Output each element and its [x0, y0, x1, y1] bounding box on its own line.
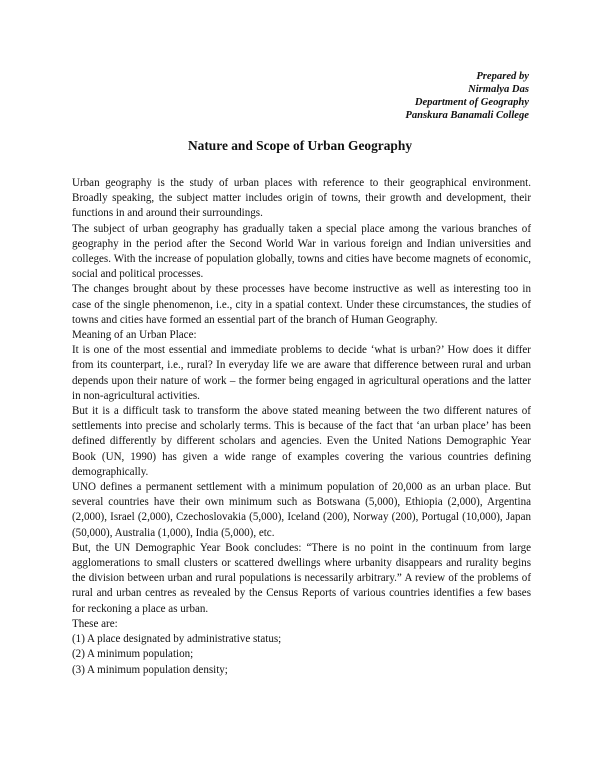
paragraph-un-yearbook: But, the UN Demographic Year Book concludes: “There is no point in the continuum from large agglomerations to small clusters or scattered dwellings where urbanity disappears and rurality begins the division between urban and rural populations is necessarily arbitrary.” A review of the problems of rural and urban centres as revealed by the Census Reports of various countries identifies a few bases for reckoning a place as urban.: [72, 541, 531, 615]
author-college: Panskura Banamali College: [405, 110, 529, 121]
paragraph-uno-definition: UNO defines a permanent settlement with a minimum population of 20,000 as an urban place. But several countries have their own minimum such as Botswana (5,000), Ethiopia (2,000), Argentina (2,000), Israel (2,000), Czechoslovakia (5,000), Iceland (200), Norway (200), Portugal (10,000), Japan (50,000), Australia (1,000), India (5,000), etc.: [72, 481, 531, 539]
paragraph-importance: The subject of urban geography has gradually taken a special place among the various branches of geography in the period after the Second World War in various foreign and Indian universities and colleges. With the increase of population globally, towns and cities have become magnets of economic, social and political processes.: [72, 222, 531, 281]
prepared-by-label: Prepared by: [476, 71, 529, 82]
author-name: Nirmalya Das: [468, 84, 529, 95]
paragraph-difficulty: But it is a difficult task to transform the above stated meaning between the two different natures of settlements into precise and scholarly terms. This is because of the fact that ‘an urban place’ has been defined differently by different scholars and agencies. Even the United Nations Demographic Year Book (UN, 1990) has given a wide range of examples covering the various countries defining demographically.: [72, 405, 531, 478]
paragraph-what-is-urban: It is one of the most essential and immediate problems to decide ‘what is urban?’ How does it differ from its counterpart, i.e., rural? In everyday life we are aware that difference between rural and urban depends upon their nature of work – the former being engaged in agricultural operations and the latter in non-agricultural activities.: [72, 344, 531, 402]
paragraph-changes: The changes brought about by these processes have become instructive as well as interesting too in case of the single phenomenon, i.e., city in a spatial context. Under these circumstances, the studies of towns and cities have formed an essential part of the branch of Human Geography.: [72, 283, 531, 326]
paragraph-these-are: These are:: [72, 617, 118, 630]
paragraph-definition: Urban geography is the study of urban places with reference to their geographical environment. Broadly speaking, the subject matter includes origin of towns, their growth and development, their functions in and around their surroundings.: [72, 177, 531, 220]
section-heading-urban-place: Meaning of an Urban Place:: [72, 329, 197, 342]
list-item: (1) A place designated by administrative status;: [72, 633, 282, 646]
body-text: [72, 176, 531, 678]
list-item: (2) A minimum population;: [72, 648, 194, 661]
document-title: Nature and Scope of Urban Geography: [187, 138, 413, 153]
list-item: (3) A minimum population density;: [72, 663, 228, 676]
author-department: Department of Geography: [414, 97, 529, 108]
author-block: [405, 70, 529, 122]
